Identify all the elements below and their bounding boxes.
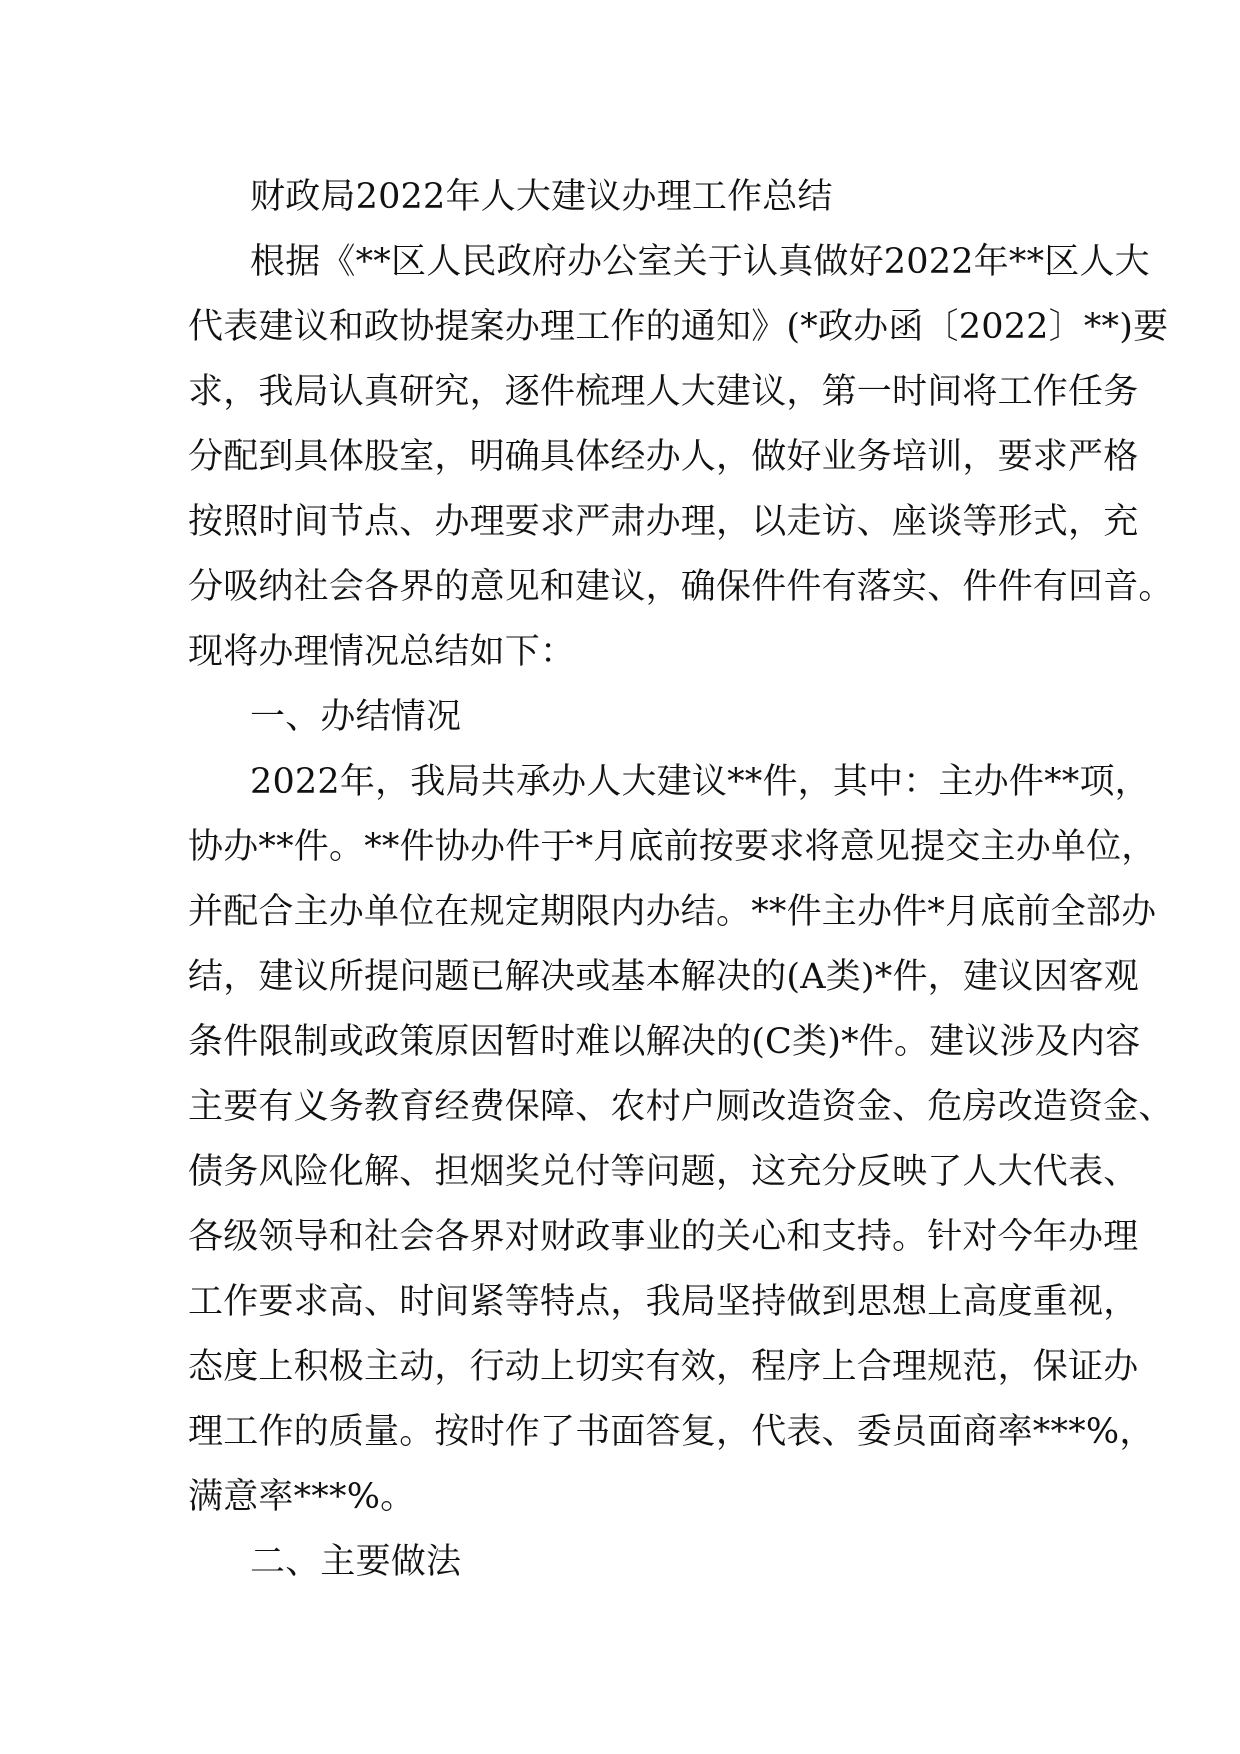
paragraph-line: 满意率***%。: [188, 1477, 416, 1517]
section-heading: 一、办结情况: [250, 697, 462, 737]
paragraph-line: 态度上积极主动，行动上切实有效，程序上合理规范，保证办: [188, 1347, 1139, 1387]
paragraph-line: 工作要求高、时间紧等特点，我局坚持做到思想上高度重视，: [188, 1282, 1139, 1322]
paragraph-line: 债务风险化解、担烟奖兑付等问题，这充分反映了人大代表、: [188, 1152, 1139, 1192]
paragraph-line: 条件限制或政策原因暂时难以解决的(C类)*件。建议涉及内容: [188, 1022, 1141, 1062]
paragraph-line: 协办**件。**件协办件于*月底前按要求将意见提交主办单位，: [188, 827, 1157, 867]
paragraph-line: 现将办理情况总结如下：: [188, 632, 576, 672]
paragraph-line: 分配到具体股室，明确具体经办人，做好业务培训，要求严格: [188, 437, 1139, 477]
paragraph-line: 根据《**区人民政府办公室关于认真做好2022年**区人大: [250, 242, 1150, 282]
paragraph-line: 按照时间节点、办理要求严肃办理，以走访、座谈等形式，充: [188, 502, 1139, 542]
paragraph-line: 理工作的质量。按时作了书面答复，代表、委员面商率***%，: [188, 1412, 1155, 1452]
paragraph-line: 2022年，我局共承办人大建议**件，其中：主办件**项，: [250, 762, 1150, 802]
paragraph-line: 分吸纳社会各界的意见和建议，确保件件有落实、件件有回音。: [188, 567, 1174, 607]
paragraph-line: 结，建议所提问题已解决或基本解决的(A类)*件，建议因客观: [188, 957, 1139, 997]
section-heading: 二、主要做法: [250, 1542, 462, 1582]
paragraph-line: 主要有义务教育经费保障、农村户厕改造资金、危房改造资金、: [188, 1087, 1174, 1127]
paragraph-line: 代表建议和政协提案办理工作的通知》(*政办函〔2022〕**)要: [188, 307, 1169, 347]
paragraph-line: 求，我局认真研究，逐件梳理人大建议，第一时间将工作任务: [188, 372, 1139, 412]
document-title: 财政局2022年人大建议办理工作总结: [250, 177, 833, 217]
paragraph-line: 各级领导和社会各界对财政事业的关心和支持。针对今年办理: [188, 1217, 1139, 1257]
paragraph-line: 并配合主办单位在规定期限内办结。**件主办件*月底前全部办: [188, 892, 1157, 932]
